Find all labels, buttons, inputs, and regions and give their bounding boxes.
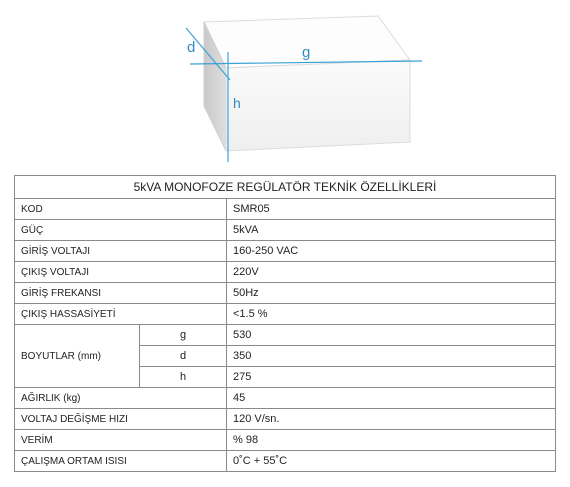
row-label: GİRİŞ FREKANSI [15, 283, 227, 304]
table-title: 5kVA MONOFOZE REGÜLATÖR TEKNİK ÖZELLİKLERİ [15, 176, 556, 199]
row-value: 0˚C + 55˚C [227, 451, 556, 472]
box-front-face [226, 60, 410, 151]
table-row [15, 199, 556, 220]
row-label: ÇIKIŞ VOLTAJI [15, 262, 227, 283]
table-row [15, 451, 556, 472]
row-value: 5kVA [227, 220, 556, 241]
row-label: GİRİŞ VOLTAJI [15, 241, 227, 262]
row-value: 120 V/sn. [227, 409, 556, 430]
label-g: g [302, 44, 311, 61]
row-value: 160-250 VAC [227, 241, 556, 262]
row-label: GÜÇ [15, 220, 227, 241]
dimension-sub-label: d [140, 346, 227, 367]
dimension-diagram [170, 6, 440, 166]
dimension-value: 350 [227, 346, 556, 367]
row-label: VOLTAJ DEĞİŞME HIZI [15, 409, 227, 430]
table-row-dimension [15, 325, 556, 346]
row-label: VERİM [15, 430, 227, 451]
spec-table [14, 175, 556, 472]
row-value: 220V [227, 262, 556, 283]
table-row [15, 262, 556, 283]
row-label: AĞIRLIK (kg) [15, 388, 227, 409]
dimensions-label: BOYUTLAR (mm) [15, 325, 140, 388]
dimension-value: 275 [227, 367, 556, 388]
table-title-row [15, 176, 556, 199]
row-label: ÇALIŞMA ORTAM ISISI [15, 451, 227, 472]
table-row [15, 388, 556, 409]
row-value: <1.5 % [227, 304, 556, 325]
row-value: 45 [227, 388, 556, 409]
row-label: KOD [15, 199, 227, 220]
table-row [15, 409, 556, 430]
dimension-sub-label: h [140, 367, 227, 388]
table-row [15, 430, 556, 451]
row-value: SMR05 [227, 199, 556, 220]
label-d: d [187, 39, 196, 56]
row-value: 50Hz [227, 283, 556, 304]
table-row [15, 241, 556, 262]
table-row [15, 304, 556, 325]
row-label: ÇIKIŞ HASSASİYETİ [15, 304, 227, 325]
row-value: % 98 [227, 430, 556, 451]
label-h: h [233, 95, 241, 111]
dimension-value: 530 [227, 325, 556, 346]
table-row [15, 220, 556, 241]
dimension-sub-label: g [140, 325, 227, 346]
table-row [15, 283, 556, 304]
